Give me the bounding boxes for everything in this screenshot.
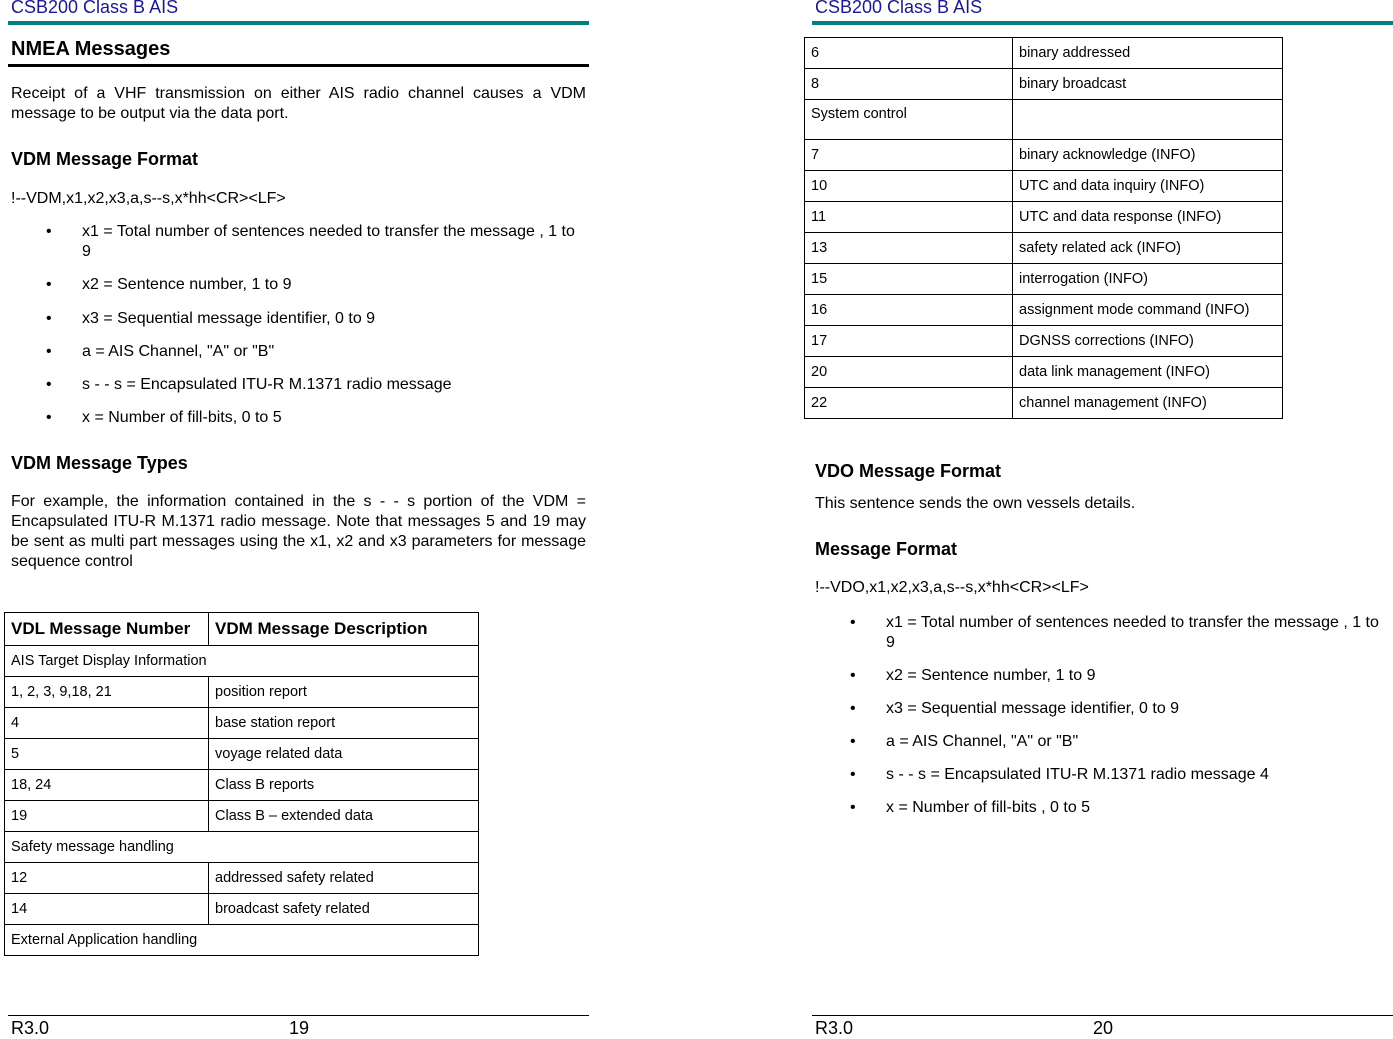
- number-cell: 6: [805, 38, 1013, 69]
- footer-revision: R3.0: [11, 1018, 50, 1038]
- table-row: [5, 863, 479, 894]
- description-cell: binary addressed: [1013, 38, 1283, 69]
- table-row: [805, 233, 1283, 264]
- description-cell: data link management (INFO): [1013, 357, 1283, 388]
- number-cell: 18, 24: [5, 770, 209, 801]
- description-cell: UTC and data response (INFO): [1013, 202, 1283, 233]
- bullet-item: • x2 = Sentence number, 1 to 9: [46, 276, 292, 293]
- table-row: [5, 894, 479, 925]
- description-cell: binary acknowledge (INFO): [1013, 140, 1283, 171]
- vdm-format-heading: VDM Message Format: [11, 149, 199, 169]
- vdm-types-text: For example, the information contained in the s - - s portion of the VDM = Encapsulated ITU-R M.1371 radio message. Note that messages 5 and 19 may be sent as multi part messages using the x1, x2 and x3 parameters for message sequence control: [11, 493, 586, 570]
- table-row: [5, 801, 479, 832]
- vdm-message-table-continued: [804, 37, 1283, 419]
- bullet-item: • s - - s = Encapsulated ITU-R M.1371 radio message 4: [850, 766, 1269, 783]
- table-section-row: [5, 925, 479, 956]
- bullet-item: • x = Number of fill-bits , 0 to 5: [850, 799, 1091, 816]
- number-cell: 14: [5, 894, 209, 925]
- number-cell: 12: [5, 863, 209, 894]
- bullet-item: • a = AIS Channel, "A" or "B": [850, 733, 1079, 750]
- vdm-format-string: !--VDM,x1,x2,x3,a,s--s,x*hh<CR><LF>: [11, 190, 286, 207]
- table-header-row: [5, 613, 479, 646]
- description-cell: [1013, 100, 1283, 140]
- number-cell: 20: [805, 357, 1013, 388]
- description-cell: assignment mode command (INFO): [1013, 295, 1283, 326]
- table-row: [805, 326, 1283, 357]
- description-cell: Class B reports: [209, 770, 479, 801]
- table-row: [805, 357, 1283, 388]
- table-row: [5, 770, 479, 801]
- footer-rule: [8, 1015, 589, 1016]
- bullet-item: • x3 = Sequential message identifier, 0 to 9: [46, 310, 376, 327]
- vdo-format-heading: VDO Message Format: [815, 461, 1002, 481]
- number-cell: 16: [805, 295, 1013, 326]
- vdm-types-heading: VDM Message Types: [11, 453, 188, 473]
- column-header: VDL Message Number: [5, 613, 209, 646]
- number-cell: 17: [805, 326, 1013, 357]
- bullet-item: • x1 = Total number of sentences needed to transfer the message , 1 to 9: [46, 223, 575, 260]
- description-cell: broadcast safety related: [209, 894, 479, 925]
- bullet-item: • a = AIS Channel, "A" or "B": [46, 343, 275, 360]
- number-cell: 15: [805, 264, 1013, 295]
- description-cell: position report: [209, 677, 479, 708]
- intro-text: Receipt of a VHF transmission on either AIS radio channel causes a VDM message to be output via the data port.: [11, 85, 586, 122]
- footer-page-number: 19: [289, 1018, 310, 1038]
- description-cell: DGNSS corrections (INFO): [1013, 326, 1283, 357]
- bullet-item: • x3 = Sequential message identifier, 0 to 9: [850, 700, 1180, 717]
- table-row: [5, 739, 479, 770]
- number-cell: 5: [5, 739, 209, 770]
- number-cell: 22: [805, 388, 1013, 419]
- vdo-description: This sentence sends the own vessels details.: [815, 495, 1136, 512]
- table-section-row: [5, 646, 479, 677]
- column-header: VDM Message Description: [209, 613, 479, 646]
- table-row: [805, 38, 1283, 69]
- number-cell: 1, 2, 3, 9,18, 21: [5, 677, 209, 708]
- vdo-format-string: !--VDO,x1,x2,x3,a,s--s,x*hh<CR><LF>: [815, 579, 1089, 596]
- table-section-row: [5, 832, 479, 863]
- footer-revision: R3.0: [815, 1018, 854, 1038]
- footer-page-number: 20: [1093, 1018, 1114, 1038]
- description-cell: channel management (INFO): [1013, 388, 1283, 419]
- bullet-item: • x2 = Sentence number, 1 to 9: [850, 667, 1096, 684]
- number-cell: 7: [805, 140, 1013, 171]
- number-cell: 11: [805, 202, 1013, 233]
- table-row: [805, 202, 1283, 233]
- table-row: [5, 708, 479, 739]
- table-row: [805, 264, 1283, 295]
- page-header: CSB200 Class B AIS: [815, 0, 983, 17]
- description-cell: Class B – extended data: [209, 801, 479, 832]
- page-title: NMEA Messages: [11, 38, 171, 60]
- description-cell: binary broadcast: [1013, 69, 1283, 100]
- description-cell: base station report: [209, 708, 479, 739]
- title-rule: [8, 64, 589, 67]
- description-cell: voyage related data: [209, 739, 479, 770]
- description-cell: UTC and data inquiry (INFO): [1013, 171, 1283, 202]
- page-header: CSB200 Class B AIS: [11, 0, 179, 17]
- description-cell: safety related ack (INFO): [1013, 233, 1283, 264]
- table-row: [5, 677, 479, 708]
- description-cell: addressed safety related: [209, 863, 479, 894]
- section-cell: System control: [805, 100, 1013, 140]
- header-rule: [812, 21, 1393, 25]
- table-row: [805, 388, 1283, 419]
- table-row: [805, 140, 1283, 171]
- number-cell: 13: [805, 233, 1013, 264]
- description-cell: interrogation (INFO): [1013, 264, 1283, 295]
- section-cell: Safety message handling: [5, 832, 479, 863]
- table-row: [805, 171, 1283, 202]
- message-format-heading: Message Format: [815, 539, 958, 559]
- header-rule: [8, 21, 589, 25]
- number-cell: 19: [5, 801, 209, 832]
- section-cell: External Application handling: [5, 925, 479, 956]
- vdm-message-table: [4, 612, 479, 956]
- bullet-item: • x = Number of fill-bits, 0 to 5: [46, 409, 282, 426]
- number-cell: 4: [5, 708, 209, 739]
- table-row: [805, 69, 1283, 100]
- footer-rule: [812, 1015, 1393, 1016]
- table-row: [805, 295, 1283, 326]
- table-section-row: [805, 100, 1283, 140]
- section-cell: AIS Target Display Information: [5, 646, 479, 677]
- number-cell: 8: [805, 69, 1013, 100]
- bullet-item: • s - - s = Encapsulated ITU-R M.1371 radio message: [46, 376, 452, 393]
- bullet-item: • x1 = Total number of sentences needed to transfer the message , 1 to 9: [850, 614, 1379, 651]
- number-cell: 10: [805, 171, 1013, 202]
